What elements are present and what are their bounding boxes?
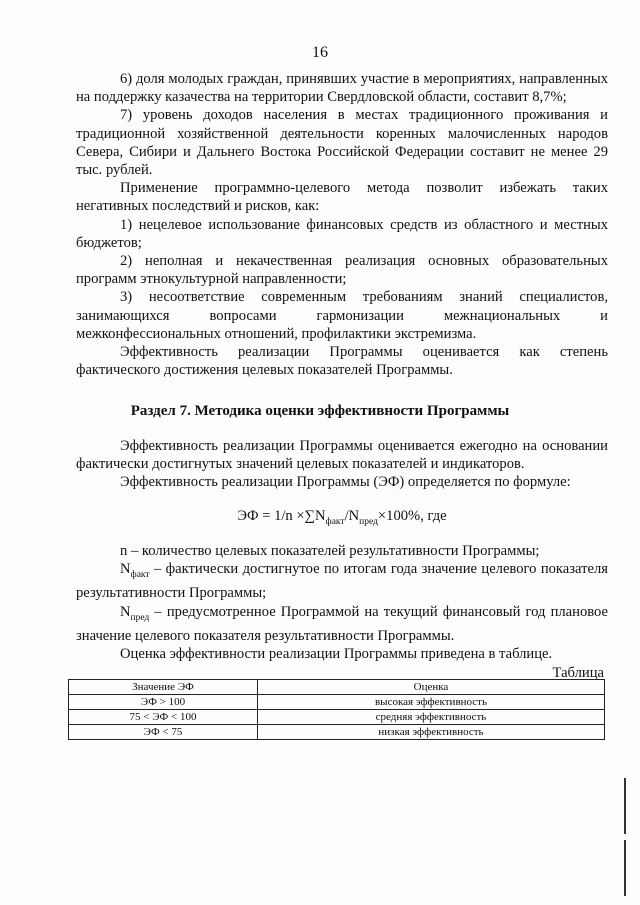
definition-n: n – количество целевых показателей результативности Программы;	[120, 543, 540, 559]
paragraph: 7) уровень доходов населения в местах традиционного проживания и традиционной хозяйственной деятельности коренных малочисленных народов Севера, Сибири и Дальнего Востока Российской Федерации составит не менее 29 тыс. рублей.	[76, 107, 608, 179]
paragraph: Эффективность реализации Программы оценивается ежегодно на основании фактически достигнутых значений целевых показателей и индикаторов.	[76, 438, 608, 473]
table-intro: Оценка эффективности реализации Программы приведена в таблице.	[120, 645, 553, 662]
paragraph: 3) несоответствие современным требованиям знаний специалистов, занимающихся вопросами гармонизации межнациональных и межконфессиональных отношений, профилактики экстремизма.	[76, 289, 608, 342]
methodology-text	[76, 437, 608, 492]
paragraph: Эффективность реализации Программы (ЭФ) определяется по формуле:	[120, 474, 571, 491]
paragraph: 1) нецелевое использование финансовых средств из областного и местных бюджетов;	[76, 216, 608, 251]
paragraph: 6) доля молодых граждан, принявших участие в мероприятиях, направленных на поддержку казачества на территории Свердловской области, составит 8,7%;	[76, 71, 608, 106]
table-cell: ЭФ < 75	[69, 725, 258, 740]
formula-definitions	[76, 542, 608, 663]
section-title: Раздел 7. Методика оценки эффективности Программы	[130, 403, 510, 419]
page-number: 16	[312, 44, 328, 61]
table-header-row	[69, 680, 605, 695]
efficiency-formula: ЭФ = $1/n \times\sum N_{факт}/N_{пред}\times 100\%$, где	[237, 508, 447, 527]
table-cell: высокая эффективность	[258, 695, 605, 710]
table-cell: низкая эффективность	[258, 725, 605, 740]
paragraph: 2) неполная и некачественная реализация основных образовательных программ этнокультурной направленности;	[76, 253, 608, 288]
table-cell: 75 < ЭФ < 100	[69, 710, 258, 725]
table-caption: Таблица	[552, 665, 604, 681]
definition-npred: $N_{пред}$ – предусмотренное Программой на текущий финансовый год плановое значение целевого показателя результативности Программы.	[76, 603, 608, 644]
paragraph: Применение программно-целевого метода позволит избежать таких негативных последствий и рисков, как:	[76, 180, 608, 215]
goals-and-risks-text	[76, 70, 608, 379]
scan-edge-mark	[624, 840, 626, 896]
table-cell: ЭФ > 100	[69, 695, 258, 710]
table-row	[69, 695, 605, 710]
scan-edge-mark	[624, 778, 626, 834]
paragraph: Эффективность реализации Программы оценивается как степень фактического достижения целевых показателей Программы.	[76, 344, 608, 379]
table-cell: средняя эффективность	[258, 710, 605, 725]
definition-nfact: $N_{факт}$ – фактически достигнутое по итогам года значение целевого показателя результативности Программы;	[76, 561, 608, 602]
table-row	[69, 710, 605, 725]
column-header: Оценка	[258, 680, 605, 695]
efficiency-table	[68, 679, 605, 740]
table-row	[69, 725, 605, 740]
column-header: Значение ЭФ	[69, 680, 258, 695]
